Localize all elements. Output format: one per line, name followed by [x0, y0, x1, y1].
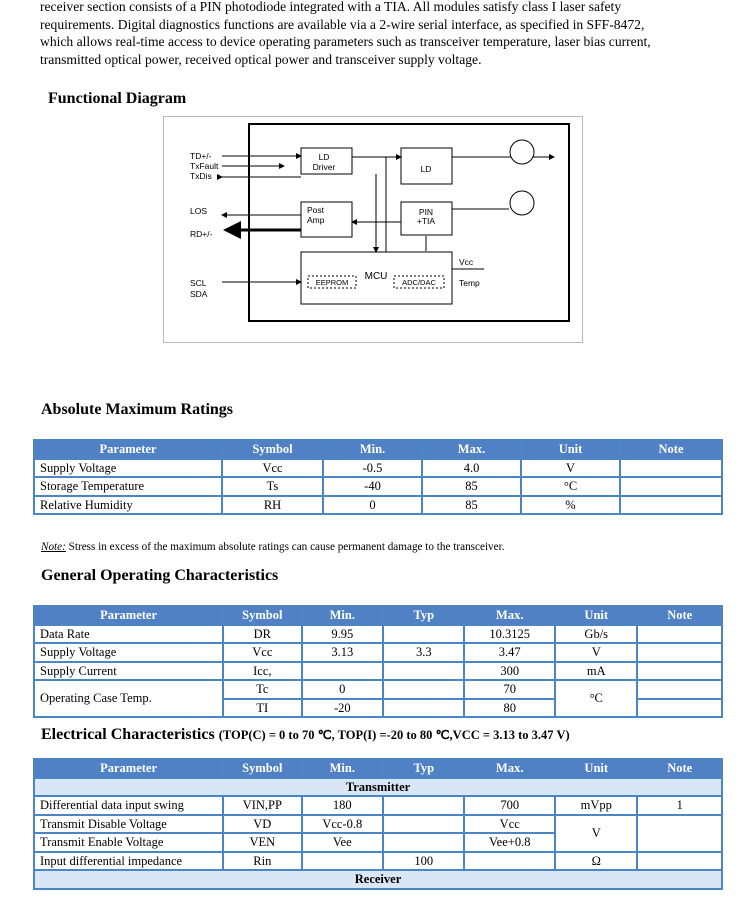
header-cell: Note [620, 440, 722, 459]
post-amp-label: Amp [307, 215, 325, 225]
cell: mVpp [555, 796, 637, 815]
cell [383, 680, 464, 699]
mcu-label: MCU [364, 271, 388, 282]
cell: 300 [464, 662, 555, 681]
header-cell: Parameter [34, 440, 222, 459]
adc-dac-label: ADC/DAC [402, 278, 436, 287]
intro-line: receiver section consists of a PIN photodiode integrated with a TIA. All modules satisfy class I laser safety [40, 0, 622, 14]
intro-paragraph [40, 0, 732, 68]
cell: Storage Temperature [34, 477, 222, 496]
functional-diagram [163, 116, 583, 343]
header-cell: Symbol [223, 606, 301, 625]
table-row [34, 815, 722, 834]
pin-tia-label: PIN [418, 207, 434, 217]
cell: Differential data input swing [34, 796, 223, 815]
cell [637, 643, 722, 662]
cell: Ts [222, 477, 323, 496]
txfault-label: TxFault [190, 161, 219, 171]
note-label: Note: [41, 541, 66, 553]
cell: Vcc [464, 815, 555, 834]
cell: VIN,PP [223, 796, 301, 815]
table-row [34, 852, 722, 871]
header-cell: Min. [323, 440, 422, 459]
cell: 180 [302, 796, 383, 815]
intro-line: transmitted optical power, received optical power and transceiver supply voltage. [40, 51, 482, 67]
header-cell: Unit [555, 759, 637, 778]
cell [383, 833, 464, 852]
cell: 700 [464, 796, 555, 815]
cell: TI [223, 699, 301, 718]
cell [620, 459, 722, 478]
header-cell: Symbol [222, 440, 323, 459]
cell: 3.3 [383, 643, 464, 662]
pin-tia-label: +TIA [416, 216, 436, 226]
general-operating-title: General Operating Characteristics [41, 567, 279, 584]
cell: Data Rate [34, 625, 223, 644]
header-cell: Typ [383, 759, 464, 778]
header-cell: Typ [383, 606, 464, 625]
section-label: Receiver [34, 870, 722, 889]
table-row [34, 662, 722, 681]
cell [637, 680, 722, 699]
table-row [34, 643, 722, 662]
header-cell: Note [637, 759, 722, 778]
cell: °C [521, 477, 620, 496]
cell [637, 699, 722, 718]
cell: Rin [223, 852, 301, 871]
cell [620, 496, 722, 515]
cell: -0.5 [323, 459, 422, 478]
cell: V [555, 815, 637, 852]
ld-label: LD [420, 164, 432, 174]
table-row [34, 625, 722, 644]
electrical-title: Electrical Characteristics [41, 726, 215, 743]
header-cell: Max. [464, 606, 555, 625]
cell: V [521, 459, 620, 478]
cell: -40 [323, 477, 422, 496]
section-row-receiver [34, 870, 722, 889]
cell: V [555, 643, 637, 662]
cell [620, 477, 722, 496]
cell: VD [223, 815, 301, 834]
header-cell: Min. [302, 606, 383, 625]
cell: 80 [464, 699, 555, 718]
header-cell: Parameter [34, 606, 223, 625]
cell: 1 [637, 796, 722, 815]
detector-lens-icon [510, 191, 534, 215]
cell: Ω [555, 852, 637, 871]
cell: Vee+0.8 [464, 833, 555, 852]
header-cell: Note [637, 606, 722, 625]
header-cell: Unit [521, 440, 620, 459]
cell: Vcc [222, 459, 323, 478]
cell: 100 [383, 852, 464, 871]
table-header-row [34, 440, 722, 459]
cell: DR [223, 625, 301, 644]
cell: Vee [302, 833, 383, 852]
cell [637, 662, 722, 681]
block-diagram-svg [164, 117, 582, 342]
cell: 3.47 [464, 643, 555, 662]
section-label: Transmitter [34, 778, 722, 797]
cell: 10.3125 [464, 625, 555, 644]
cell: 85 [422, 496, 521, 515]
abs-note [41, 541, 505, 553]
abs-max-table [33, 439, 723, 515]
laser-lens-icon [510, 140, 534, 164]
post-amp-label: Post [307, 205, 325, 215]
cell: -20 [302, 699, 383, 718]
cell: Gb/s [555, 625, 637, 644]
txdis-label: TxDis [190, 171, 212, 181]
cell: Supply Voltage [34, 643, 223, 662]
table-row [34, 477, 722, 496]
cell: 0 [302, 680, 383, 699]
cell: Relative Humidity [34, 496, 222, 515]
cell: % [521, 496, 620, 515]
cell: 4.0 [422, 459, 521, 478]
cell: Operating Case Temp. [34, 680, 223, 717]
table-row [34, 496, 722, 515]
cell: Supply Voltage [34, 459, 222, 478]
functional-diagram-title: Functional Diagram [48, 90, 187, 107]
sda-label: SDA [190, 289, 208, 299]
cell: °C [555, 680, 637, 717]
section-row-transmitter [34, 778, 722, 797]
table-row [34, 680, 722, 699]
cell: 85 [422, 477, 521, 496]
vcc-label: Vcc [459, 257, 474, 267]
cell [637, 852, 722, 871]
cell [383, 815, 464, 834]
header-cell: Parameter [34, 759, 223, 778]
table-row [34, 796, 722, 815]
cell: mA [555, 662, 637, 681]
cell: 3.13 [302, 643, 383, 662]
rd-label: RD+/- [190, 229, 213, 239]
cell [464, 852, 555, 871]
cell [302, 662, 383, 681]
cell: Transmit Disable Voltage [34, 815, 223, 834]
header-cell: Symbol [223, 759, 301, 778]
header-cell: Max. [422, 440, 521, 459]
cell: Tc [223, 680, 301, 699]
note-text: Stress in excess of the maximum absolute ratings can cause permanent damage to the transceiver. [65, 541, 505, 553]
los-label: LOS [190, 206, 208, 216]
cell: 70 [464, 680, 555, 699]
ld-driver-label: Driver [312, 162, 336, 172]
cell [637, 815, 722, 852]
cell: 9.95 [302, 625, 383, 644]
cell: Supply Current [34, 662, 223, 681]
cell: Vcc [223, 643, 301, 662]
cell [302, 852, 383, 871]
temp-label: Temp [459, 278, 480, 288]
header-cell: Unit [555, 606, 637, 625]
header-cell: Min. [302, 759, 383, 778]
cell: RH [222, 496, 323, 515]
cell [383, 796, 464, 815]
header-cell: Max. [464, 759, 555, 778]
table-header-row [34, 606, 722, 625]
electrical-title-line [41, 726, 570, 744]
abs-max-title: Absolute Maximum Ratings [41, 401, 234, 418]
cell [383, 662, 464, 681]
cell: 0 [323, 496, 422, 515]
electrical-table [33, 758, 723, 890]
ld-driver-label: LD [318, 152, 330, 162]
cell [383, 625, 464, 644]
table-header-row [34, 759, 722, 778]
cell: Transmit Enable Voltage [34, 833, 223, 852]
cell: Input differential impedance [34, 852, 223, 871]
eeprom-label: EEPROM [315, 278, 349, 287]
intro-line: which allows real-time access to device operating parameters such as transceiver temperature, laser bias current, [40, 34, 651, 49]
td-label: TD+/- [190, 151, 212, 161]
scl-label: SCL [190, 278, 207, 288]
cell: VEN [223, 833, 301, 852]
table-row [34, 459, 722, 478]
general-operating-table [33, 605, 723, 718]
cell [383, 699, 464, 718]
electrical-conditions: (TOP(C) = 0 to 70 ℃, TOP(I) =-20 to 80 ℃,VCC = 3.13 to 3.47 V) [218, 728, 570, 742]
cell [637, 625, 722, 644]
intro-line: requirements. Digital diagnostics functions are available via a 2-wire serial interface, as specified in SFF-8472, [40, 16, 645, 32]
cell: Icc, [223, 662, 301, 681]
cell: Vcc-0.8 [302, 815, 383, 834]
